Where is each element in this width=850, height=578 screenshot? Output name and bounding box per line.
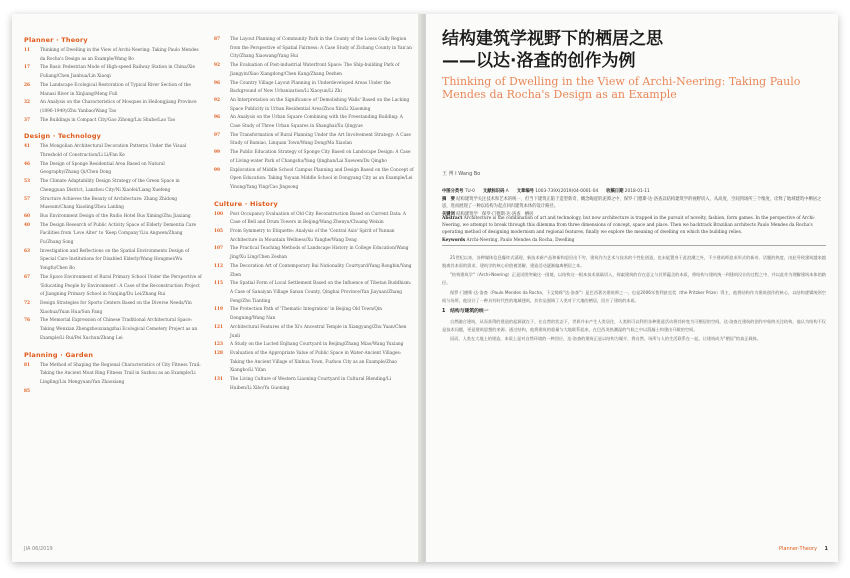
contents-entry[interactable]	[24, 143, 202, 160]
right-page-folio	[779, 546, 828, 552]
contents-entry[interactable]	[24, 388, 202, 397]
metadata-item	[606, 188, 650, 196]
abstract-en-label: Abstract	[442, 216, 463, 221]
page-number: 1	[824, 546, 828, 552]
section-spacer	[214, 193, 414, 200]
section-spacer	[24, 344, 202, 351]
contents-entry[interactable]	[24, 64, 202, 81]
contents-section-heading: Design · Technology	[24, 132, 102, 141]
keywords-cn-label: 关键词	[442, 211, 455, 217]
abstract-cn-text: 结构建筑学关注技术和艺术的统一，但当下建筑正陷于造型新奇、概念晦涩的泥潭之中，保罗·门德斯·达·洛查以结构建筑学的视野切入，从高度、空间到场所三个维度，诠释了地域建筑中栖居之思，进而展现了一种以结构为起点回归建筑本体的设计路径。	[442, 196, 822, 209]
keywords-en-text: Archi-Neering, Paulo Mendes da Rocha, Dwelling	[466, 237, 575, 243]
entry-page-number: 37	[24, 117, 30, 123]
classification-row	[442, 188, 826, 196]
entry-page-number: 121	[214, 324, 223, 330]
contents-entry[interactable]	[24, 248, 202, 274]
folio-section: Planner·Theory	[779, 546, 817, 552]
english-title: Thinking of Dwelling in the View of Archi-Neering: Taking Paulo Mendes da Rocha's Design as an Example	[442, 75, 801, 101]
entry-page-number: 72	[24, 300, 30, 306]
contents-entry[interactable]	[214, 132, 414, 149]
entry-title: An Analysis on the Characteristics of Mosques in Heilongjiang Province (1896-1949)/Zhu Yanbao/Wang Tao	[40, 100, 197, 114]
contents-entry[interactable]	[214, 341, 414, 350]
entry-title: The Climate Adaptability Design Strategy of the Green Space in Chengguan District, Lanzhou City/Ni Xiaofei/Liang Xuefeng	[40, 179, 180, 193]
entry-title: The Transformation of Rural Planning Under the Art Involvement Strategy: A Case Study of Bamiao, Linquan Town/Wang Dong/Ma Xiaolan	[230, 132, 411, 147]
contents-entry[interactable]	[214, 263, 414, 280]
entry-title: Structure Achieves the Beauty of Architecture: Zhang Zhidong Museum/Chang Xiaoling/Zhou Lanling	[40, 196, 178, 211]
entry-page-number: 131	[214, 377, 223, 383]
entry-page-number: 60	[24, 213, 30, 219]
contents-entry[interactable]	[214, 376, 414, 393]
entry-title: The Spatial Form of Local Settlement Based on the Influence of Tibetan Buddhism: A Case of Sanaiyan Village Sanan County, Qinghai Province/Yan Jiayuan/Zhang Feng/Zhu Tianting	[230, 281, 412, 304]
abstract-cn-label: 摘 要	[442, 196, 455, 202]
entry-page-number: 26	[24, 82, 30, 88]
entry-page-number: 87	[214, 37, 220, 42]
entry-title: The Living Culture of Western Liaoning Courtyard in Cultural Blending/Li Huiben/Li Xibo/Yu Guoning	[230, 377, 392, 391]
contents-entry[interactable]	[214, 114, 414, 131]
contents-entry[interactable]	[24, 178, 202, 195]
metadata-value: TU-0	[464, 189, 475, 194]
entry-page-number: 40	[24, 222, 30, 228]
contents-section-heading: Culture · History	[214, 199, 278, 208]
contents-entry[interactable]	[214, 306, 414, 323]
contents-entry[interactable]	[24, 47, 202, 64]
contents-entry[interactable]	[24, 161, 202, 178]
entry-page-number: 99	[214, 167, 220, 173]
entry-title: Evaluation of the Appropriate Value of Public Space in Water-Ancient Villages: Taking the Ancient Village of Xinhua Town, Fuzhou City as an Example/Zhao Xiangbo/Li Yifan	[230, 350, 402, 374]
chinese-title: 结构建筑学视野下的栖居之思	[442, 29, 663, 49]
contents-entry[interactable]	[214, 80, 414, 97]
entry-page-number: 17	[24, 65, 30, 71]
entry-title: Investigation and Reflections on the Spatial Environments Design of Special Care Institutions for Disabled Elderly/Wang Hongmei/Wu Yongfu/Chen Bo	[40, 248, 190, 272]
entry-title: Post Occupancy Evaluation of Old City Reconstruction Based on Current Data: A Case of Bell and Drum Towers in Beijing/Wang Zhenyu/Chuang Weixin	[230, 211, 406, 226]
entry-page-number: 97	[214, 132, 220, 138]
contents-entry[interactable]	[24, 213, 202, 222]
author-line: 王 博 I Wang Bo	[442, 171, 481, 177]
section-heading: 1 结构与建筑的统一	[442, 309, 489, 315]
contents-entry[interactable]	[24, 274, 202, 300]
contents-entry[interactable]	[214, 324, 414, 341]
entry-title: The Method of Shaping the Regional Characteristics of City Fitness Trail: Taking the Ancient Moat Ring Fitness Trail in Suzhou as an Example/Li Lingling/Liu Mengyuan/Yan Zhaoxiang	[40, 362, 201, 385]
english-abstract	[442, 215, 826, 244]
contents-column-1	[24, 36, 202, 396]
contents-entry[interactable]	[24, 222, 202, 248]
entry-title: Thinking of Dwelling in the View of Archi-Neering: Taking Paulo Mendes da Rocha's Design as an Example/Wang Bo	[40, 48, 199, 62]
metadata-value: 2018-01-11	[624, 189, 650, 194]
entry-page-number: 112	[214, 263, 223, 269]
contents-entry[interactable]	[214, 228, 414, 245]
entry-page-number: 81	[24, 362, 30, 368]
body-paragraph: "结构建筑学"（Archi-Neering）正是试图突破这一困境，以结构这一根本技术基础切入，探索建筑的存在意义与其所蕴含的本质，将结构与建筑统一到建筑设计的过程之中，并以此作为理解建筑本体的路径。	[442, 272, 826, 286]
entry-title: Design Strategies for Sports Centers Based on the Diverse Needs/Yin Xiaohua/Yuan Hua/Sun Fang	[40, 300, 192, 315]
contents-entry[interactable]	[214, 97, 414, 114]
entry-page-number: 123	[214, 342, 223, 348]
contents-entry[interactable]	[214, 62, 414, 79]
entry-title: The Design Research of Public Activity Space of Elderly Dementia Care Facilities from 'Love Alter' to 'Keep Company'/Liu Angwen/Zhang Fu/Zhang Song	[40, 222, 197, 246]
entry-page-number: 96	[214, 115, 220, 121]
contents-column-2	[214, 36, 414, 393]
keywords-cn-text: 结构建筑学 保罗·门德斯·达·洛查 栖居	[456, 211, 534, 217]
entry-page-number: 96	[214, 80, 220, 86]
entry-page-number: 76	[24, 318, 30, 324]
entry-title: The Evaluation of Post-industrial Waterfront Space: The Ship-building Park of Jiangyin/Xiao Xiangdong/Chen Kang/Zhang Dezhen	[230, 63, 400, 77]
entry-title: An Analysis on the Urban Square Combining with the Freestanding Building: A Case Study of Three Urban Squares in Shanghai/Xu Qingyue	[230, 115, 403, 130]
entry-page-number: 119	[214, 307, 223, 313]
section-spacer	[24, 125, 202, 132]
entry-title: The Basic Pedestrian Mode of High-speed Railway Station in China/Xie Fuliang/Chen Jianhua/Lin Xiaoqi	[40, 65, 196, 80]
contents-entry[interactable]	[24, 82, 202, 99]
entry-page-number: 85	[24, 388, 30, 394]
entry-title: The Public Education Strategy of Sponge City Based on Landscape Design: A Case of Living-water Park of Changshu/Yang Qinghan/Lai Xuewen/Du Qingbo	[230, 150, 411, 164]
entry-page-number: 53	[24, 179, 30, 185]
entry-title: The Mongolian Architectural Decoration Patterns Under the Visual Threshold of Construction/Li Li/Fan Ke	[40, 144, 187, 159]
entry-page-number: 92	[214, 63, 220, 69]
entry-page-number: 57	[24, 196, 30, 202]
article-metadata	[442, 188, 826, 218]
body-paragraph: 保罗·门德斯·达·洛查（Paulo Mendes da Rocha，下文简称"达·洛查"）是巴西著名建筑师之一，也是2006年普利兹克奖（the Pritzker Prize）得主，他将结构作为建筑创作的核心，以结构逻辑统领空间与场所，他设计了一种具有时代性的地域建筑，其作品强调了人类对于大地的栖居，回应了建筑的本质。	[442, 289, 826, 303]
entry-page-number: 32	[24, 100, 30, 106]
contents-entry[interactable]	[24, 117, 202, 126]
article-body	[442, 254, 826, 345]
entry-title: The Practical Teaching Methods of Landscape History in College Education/Wang Jing/Xu Ling/Chen Zeshan	[230, 246, 409, 261]
contents-section-heading: Planner · Theory	[24, 36, 88, 44]
metadata-key: 文章编号	[516, 189, 534, 194]
contents-entry[interactable]	[214, 211, 414, 228]
entry-page-number: 100	[214, 211, 223, 217]
entry-title: Architectural Features of the Xi's Ancestral Temple in Xiangyang/Zhu Yuan/Chen Junli	[230, 324, 407, 339]
chinese-subtitle: ——以达·洛查的创作为例	[442, 51, 636, 71]
body-paragraph: 因而，人类在大地上的建造，本质上是对自然环境的一种回应，达·洛查的建筑正是以结构为媒介，将自然、场所与人的生活联系在一起，让建筑成为"栖居"的真正载体。	[450, 336, 761, 342]
contents-entry[interactable]	[214, 36, 414, 62]
entry-title: The Layout Planning of Community Park in the County of the Loess Gully Region from the Perspective of Spatial Fairness: A Case Study of Zichang County in Yan'an City/Zhang Xiaowang/Yang Hui	[230, 37, 412, 60]
chinese-abstract	[442, 196, 826, 211]
entry-title: Bus Environment Design of the Rudio Hotel Bus Ximing/Zhu Jiaxiang	[40, 213, 191, 219]
contents-entry[interactable]	[24, 196, 202, 213]
entry-page-number: 46	[24, 161, 30, 167]
entry-title: The Buildings in Compact City/Gao Zihong/Liu Shuhe/Lao Tao	[40, 117, 176, 123]
metadata-key: 收稿日期	[606, 189, 624, 194]
metadata-item	[517, 188, 598, 196]
entry-title: The Memorial Expression of Chinese Traditional Architectural Space: Taking Wenxian Zhengzhouxiangzhai Ecological Cemetery Project as an Example/Li Rui/Pei Xuchun/Zhang Lei	[40, 318, 198, 341]
body-paragraph: 自然融合建筑，从而获得的建造的起源就在于，在自然的状态下，世界并未产生人类居住，人类则可以利用各种建造活动将其转变为可栖居的空间。达·洛查在建筑的创作中始终关注结构，他认为结构不仅是技术问题，更是建筑思想的来源。通过结构，他将建筑的重量与大地联系起来，在巴西炎热潮湿的气候之中以混凝土构建出开敞的空间。	[442, 318, 826, 332]
article-title-block	[442, 28, 822, 101]
entry-title: The Protection Path of 'Thematic Integration' in Beijing Old Town/Qin Dongning/Wang Nan	[230, 307, 383, 322]
metadata-item	[442, 188, 475, 196]
entry-title: A Study on the Lucted Enjhang Courtyard in Beijing/Zhang Miao/Wang Yuxiang	[230, 342, 404, 348]
metadata-key: 文献标识码	[482, 189, 505, 194]
abstract-divider	[442, 245, 826, 246]
contents-section-heading: Planning · Garden	[24, 350, 94, 359]
contents-entry[interactable]	[214, 350, 414, 376]
entry-title: The Design of Sponge Residential Area Based on Natural Geography/Zhang Qi/Chen Dong	[40, 161, 165, 176]
contents-page	[12, 14, 422, 562]
entry-page-number: 99	[214, 150, 220, 156]
metadata-key: 中图分类号	[442, 189, 464, 194]
contents-entry[interactable]	[214, 280, 414, 306]
keywords-en-label: Keywords	[442, 237, 466, 243]
entry-page-number: 41	[24, 144, 30, 150]
entry-title: Exploration of Middle School Campus Planning and Design Based on the Concept of Open Education: Taking Yuyuan Middle School in Dongyang City as an Example/Lei Yinong/Yang Ying/Cao Jingsong	[230, 167, 414, 190]
magazine-spread	[12, 14, 838, 562]
abstract-en-text: Architecture is the combination of art and technology, but now architecture is trapped in the pursuit of novelty, fashion, form games. In the perspective of Archi-Neering, we attempt to break through this dilemma from three dimensions of concept, space and place. Then we backtrack Brazilian architects Paulo Mendes da Rocha's operating method of designing modernism and regional features, finally we explore the meaning of dwelling on which the building relies.	[442, 216, 816, 236]
contents-entry[interactable]	[214, 167, 414, 193]
contents-entry[interactable]	[214, 245, 414, 262]
entry-page-number: 92	[214, 97, 220, 103]
contents-entry[interactable]	[214, 149, 414, 166]
entry-page-number: 128	[214, 350, 223, 356]
left-page-folio: JIA 06/2019	[24, 546, 53, 552]
entry-page-number: 107	[214, 246, 223, 252]
metadata-value: A	[505, 189, 509, 194]
entry-title: The Space Environment of Rural Primary School Under the Perspective of 'Educating People by Environment': A Case of the Reconstruction Project of Jiangning Primary School in Nanjing/Du Lei/Zhang Rui	[40, 274, 202, 298]
article-page	[426, 14, 838, 562]
body-paragraph: 21世纪以来，各种媒体信息爆炸式涌现，新技术新产品和新构思层出不穷，建筑作为艺术与技术的个性化创造，也未能置身于此浪潮之外，不少建筑师追求形式的新奇、话题的热度，由此导致建筑越来越脱离其本原的需求，建筑学的核心价值被消解，建造活动逐渐偏离栖居之本。	[442, 255, 826, 268]
entry-title: An Interpretation on the Significance of 'Demolishing Walls' Based on the Lacking Space Publicity in Urban Residential Area/Zhou Xin/Li Xiaoming	[230, 97, 410, 112]
contents-entry[interactable]	[24, 362, 202, 388]
entry-page-number: 63	[24, 248, 30, 254]
entry-title: The Country Village Layout Planning in Underdeveloped Areas Under the Background of New Urbanization/Li Xiaoyun/Li Zhi	[230, 80, 391, 95]
entry-title	[40, 388, 202, 397]
entry-page-number: 67	[24, 274, 30, 280]
entry-page-number: 11	[24, 48, 30, 53]
entry-title: From Symmetry to Etiquette: Analysis of the 'Central Axis' Spirit of Yunnan Architecture in Mountain Wellness/Xu Yanghe/Wang Dong	[230, 229, 395, 243]
contents-entry[interactable]	[24, 300, 202, 317]
metadata-value: 1003-739X(2019)04-0001-04	[535, 189, 599, 194]
entry-title: The Decoration Art of Contemporary Bai Nationality Courtyard/Yang Rongbin/Yang Zhen	[230, 263, 412, 278]
entry-title: The Landscape Ecological Restoration of Typical River Section of the Manasi River in Xinjiang/Meng Fuli	[40, 82, 191, 97]
metadata-item	[483, 188, 509, 196]
contents-entry[interactable]	[24, 99, 202, 116]
entry-page-number: 105	[214, 229, 223, 235]
entry-page-number: 115	[214, 281, 223, 287]
contents-entry[interactable]	[24, 317, 202, 343]
